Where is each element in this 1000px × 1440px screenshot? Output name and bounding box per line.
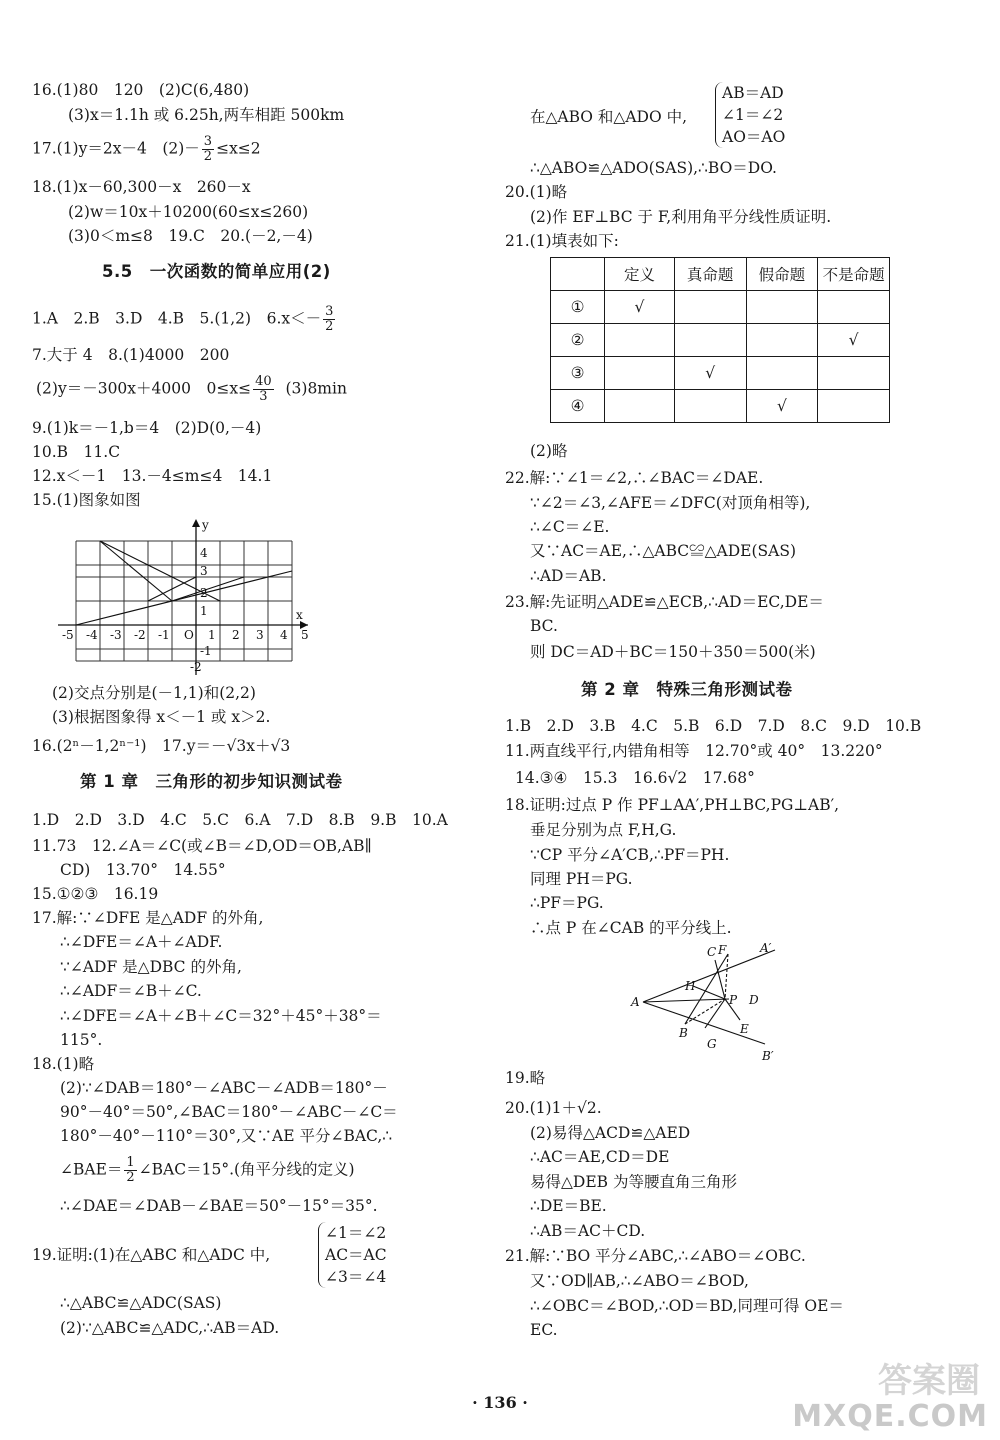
x-tick: 5 [301,628,309,642]
point-label: P [729,993,738,1007]
answer-line: (2)交点分别是(－1,1)和(2,2) [52,684,256,702]
answer-line: 18.(1)x－60,300－x 260－x [32,178,251,196]
answer-line: (2)作 EF⊥BC 于 F,利用角平分线性质证明. [530,208,832,226]
x-tick: -5 [62,628,74,642]
answer-line: EC. [530,1321,558,1339]
y-tick: 2 [200,586,208,600]
answer-line: 12.x＜－1 13.－4≤m≤4 14.1 [32,467,273,485]
y-tick: 1 [200,604,208,618]
table-cell [674,390,746,423]
table-cell: 真命题 [674,258,746,291]
answer-line: 7.大于 4 8.(1)4000 200 [32,346,230,364]
y-tick: 3 [200,564,208,578]
point-label: A [631,995,640,1009]
x-axis-label: x [296,608,303,622]
point-label: B [679,1026,688,1040]
watermark-text: MXQE.COM [792,1399,988,1434]
answer-line: 在△ABO 和△ADO 中, [530,108,688,126]
answer-line: 垂足分别为点 F,H,G. [530,821,677,839]
answer-line: ∴∠OBC＝∠BOD,∴OD＝BD,同理可得 OE＝ [530,1297,844,1315]
answer-line: 16.(2ⁿ－1,2ⁿ⁻¹) 17.y＝－√3x＋√3 [32,737,291,755]
x-tick: 3 [256,628,264,642]
answer-line: 115°. [60,1031,103,1049]
geometry-figure [625,940,795,1062]
point-label: H [685,979,696,993]
answer-line: 11.两直线平行,内错角相等 12.70°或 40° 13.220° [505,742,883,760]
answer-line: 10.B 11.C [32,443,121,461]
answer-line: (2)y＝－300x＋4000 0≤x≤ $\frac{40}{3}$ (3)8min [36,374,347,404]
answer-line: 17.解:∵∠DFE 是△ADF 的外角, [32,909,264,927]
answer-line: ∵∠2＝∠3,∠AFE＝∠DFC(对顶角相等), [530,494,811,512]
chapter-heading: 第 2 章 特殊三角形测试卷 [581,680,793,699]
answer-line: (2)∵△ABC≌△ADC,∴AB＝AD. [60,1319,280,1337]
table-cell [818,390,890,423]
x-tick: 4 [280,628,288,642]
answer-line: ∠BAE＝ $\frac{1}{2}$ ∠BAC＝15°.(角平分线的定义) [60,1155,355,1185]
x-tick: -1 [158,628,170,642]
answer-line: 1.A 2.B 3.D 4.B 5.(1,2) 6.x＜－ $\frac{3}{2}$ [32,304,334,334]
y-tick: -1 [200,644,212,658]
answer-line: 则 DC＝AD＋BC＝150＋350＝500(米) [530,643,816,661]
x-tick: -3 [110,628,122,642]
proposition-table [550,257,890,423]
answer-line: 90°－40°＝50°,∠BAC＝180°－∠ABC－∠C＝ [60,1103,398,1121]
answer-line: 18.证明:过点 P 作 PF⊥AA′,PH⊥BC,PG⊥AB′, [505,796,840,814]
answer-line: 15.(1)图象如图 [32,491,141,509]
answer-line: 21.(1)填表如下: [505,232,619,250]
table-row [551,390,890,423]
answer-line: ∴DE＝BE. [530,1197,607,1215]
table-cell: ② [551,324,605,357]
watermark-logo: 答案圈 [878,1361,980,1401]
table-cell [746,324,818,357]
graph-lines [76,541,292,625]
answer-line: 17.(1)y＝2x－4 (2)－ $\frac{3}{2}$ ≤x≤2 [32,134,261,164]
table-cell [746,357,818,390]
table-cell [551,258,605,291]
answer-line: ∴∠ADF＝∠B＋∠C. [60,982,202,1000]
answer-line: 180°－40°－110°＝30°,又∵AE 平分∠BAC,∴ [60,1127,393,1145]
table-row [551,324,890,357]
y-tick: -2 [190,660,202,674]
answer-line: 同理 PH＝PG. [530,870,633,888]
answer-line: ∴∠C＝∠E. [530,518,610,536]
condition-brace: AB＝AD ∠1＝∠2 AO＝AO [715,82,785,148]
answer-line: 1.D 2.D 3.D 4.C 5.C 6.A 7.D 8.B 9.B 10.A [32,811,448,829]
table-cell: 假命题 [746,258,818,291]
answer-line: ∴△ABO≌△ADO(SAS),∴BO＝DO. [530,159,777,177]
answer-line: 又∵OD∥AB,∴∠ABO＝∠BOD, [530,1272,749,1290]
table-row [551,291,890,324]
answer-line: ∴∠DAE＝∠DAB－∠BAE＝50°－15°＝35°. [60,1197,378,1215]
table-cell: ① [551,291,605,324]
point-label: A′ [760,941,772,955]
table-cell [674,324,746,357]
answer-line: 16.(1)80 120 (2)C(6,480) [32,81,250,99]
answer-line: 23.解:先证明△ADE≌△ECB,∴AD＝EC,DE＝ [505,593,824,611]
answer-line: 15.①②③ 16.19 [32,885,159,903]
answer-line: ∴AC＝AE,CD＝DE [530,1148,670,1166]
answer-line: (3)0＜m≤8 19.C 20.(－2,－4) [68,227,313,245]
answer-line: 20.(1)略 [505,183,568,201]
table-cell: √ [746,390,818,423]
page-number: · 136 · [472,1393,528,1412]
table-cell [605,324,675,357]
table-cell [674,291,746,324]
table-cell [605,357,675,390]
answer-line: 18.(1)略 [32,1055,95,1073]
table-cell: √ [818,324,890,357]
answer-line: ∴点 P 在∠CAB 的平分线上. [530,919,732,937]
condition-brace: ∠1＝∠2 AC＝AC ∠3＝∠4 [318,1222,387,1288]
table-cell: √ [674,357,746,390]
point-label: B′ [762,1049,774,1062]
x-tick: 1 [208,628,216,642]
point-label: E [740,1022,749,1036]
function-graph [58,515,318,675]
answer-line: (2)∵∠DAB＝180°－∠ABC－∠ADB＝180°－ [60,1079,388,1097]
answer-line: ∵∠ADF 是△DBC 的外角, [60,958,242,976]
table-cell [605,390,675,423]
x-tick: -4 [86,628,98,642]
answer-line: 易得△DEB 为等腰直角三角形 [530,1173,737,1191]
table-cell: 不是命题 [818,258,890,291]
answer-line: ∴AB＝AC＋CD. [530,1222,646,1240]
x-tick: 2 [232,628,240,642]
table-cell: ③ [551,357,605,390]
answer-line: 11.73 12.∠A＝∠C(或∠B＝∠D,OD＝OB,AB∥ [32,837,372,855]
table-header-row [551,258,890,291]
table-cell [746,291,818,324]
answer-line: (2)易得△ACD≌△AED [530,1124,691,1142]
answer-line: 9.(1)k＝－1,b＝4 (2)D(0,－4) [32,419,262,437]
answer-line: BC. [530,617,558,635]
answer-line: 19.略 [505,1069,546,1087]
answer-line: ∴∠DFE＝∠A＋∠B＋∠C＝32°＋45°＋38°＝ [60,1007,382,1025]
point-label: G [707,1037,717,1051]
table-cell: √ [605,291,675,324]
y-axis-label: y [202,518,209,532]
answer-line: 19.证明:(1)在△ABC 和△ADC 中, [32,1246,271,1264]
origin-label: O [184,628,194,642]
answer-line: ∵CP 平分∠A′CB,∴PF＝PH. [530,846,730,864]
answer-line: ∴∠DFE＝∠A＋∠ADF. [60,933,223,951]
answer-line: 21.解:∵BO 平分∠ABC,∴∠ABO＝∠OBC. [505,1247,806,1265]
answer-line: ∴PF＝PG. [530,894,604,912]
point-label: C [707,945,717,959]
chapter-heading: 第 1 章 三角形的初步知识测试卷 [80,772,343,791]
section-heading: 5.5 一次函数的简单应用(2) [102,262,331,281]
answer-line: (2)w＝10x＋10200(60≤x≤260) [68,203,309,221]
answer-line: 14.③④ 15.3 16.6√2 17.68° [515,769,755,787]
grid [76,541,292,661]
table-row [551,357,890,390]
table-cell: 定义 [605,258,675,291]
table-cell: ④ [551,390,605,423]
answer-line: ∴AD＝AB. [530,567,607,585]
answer-line: CD) 13.70° 14.55° [60,861,226,879]
answer-line: 1.B 2.D 3.B 4.C 5.B 6.D 7.D 8.C 9.D 10.B [505,717,922,735]
answer-line: (2)略 [530,442,568,460]
table-cell [818,357,890,390]
point-label: F [718,943,727,957]
answer-line: 22.解:∵∠1＝∠2,∴∠BAC＝∠DAE. [505,469,764,487]
answer-line: (3)根据图象得 x＜－1 或 x＞2. [52,708,271,726]
point-label: D [749,993,759,1007]
answer-line: 又∵AC＝AE,∴△ABC≌△ADE(SAS) [530,542,797,560]
y-tick: 4 [200,546,208,560]
answer-line: 20.(1)1＋√2. [505,1099,602,1117]
table-cell [818,291,890,324]
x-tick: -2 [134,628,146,642]
answer-line: ∴△ABC≌△ADC(SAS) [60,1294,222,1312]
answer-line: (3)x＝1.1h 或 6.25h,两车相距 500km [68,106,345,124]
